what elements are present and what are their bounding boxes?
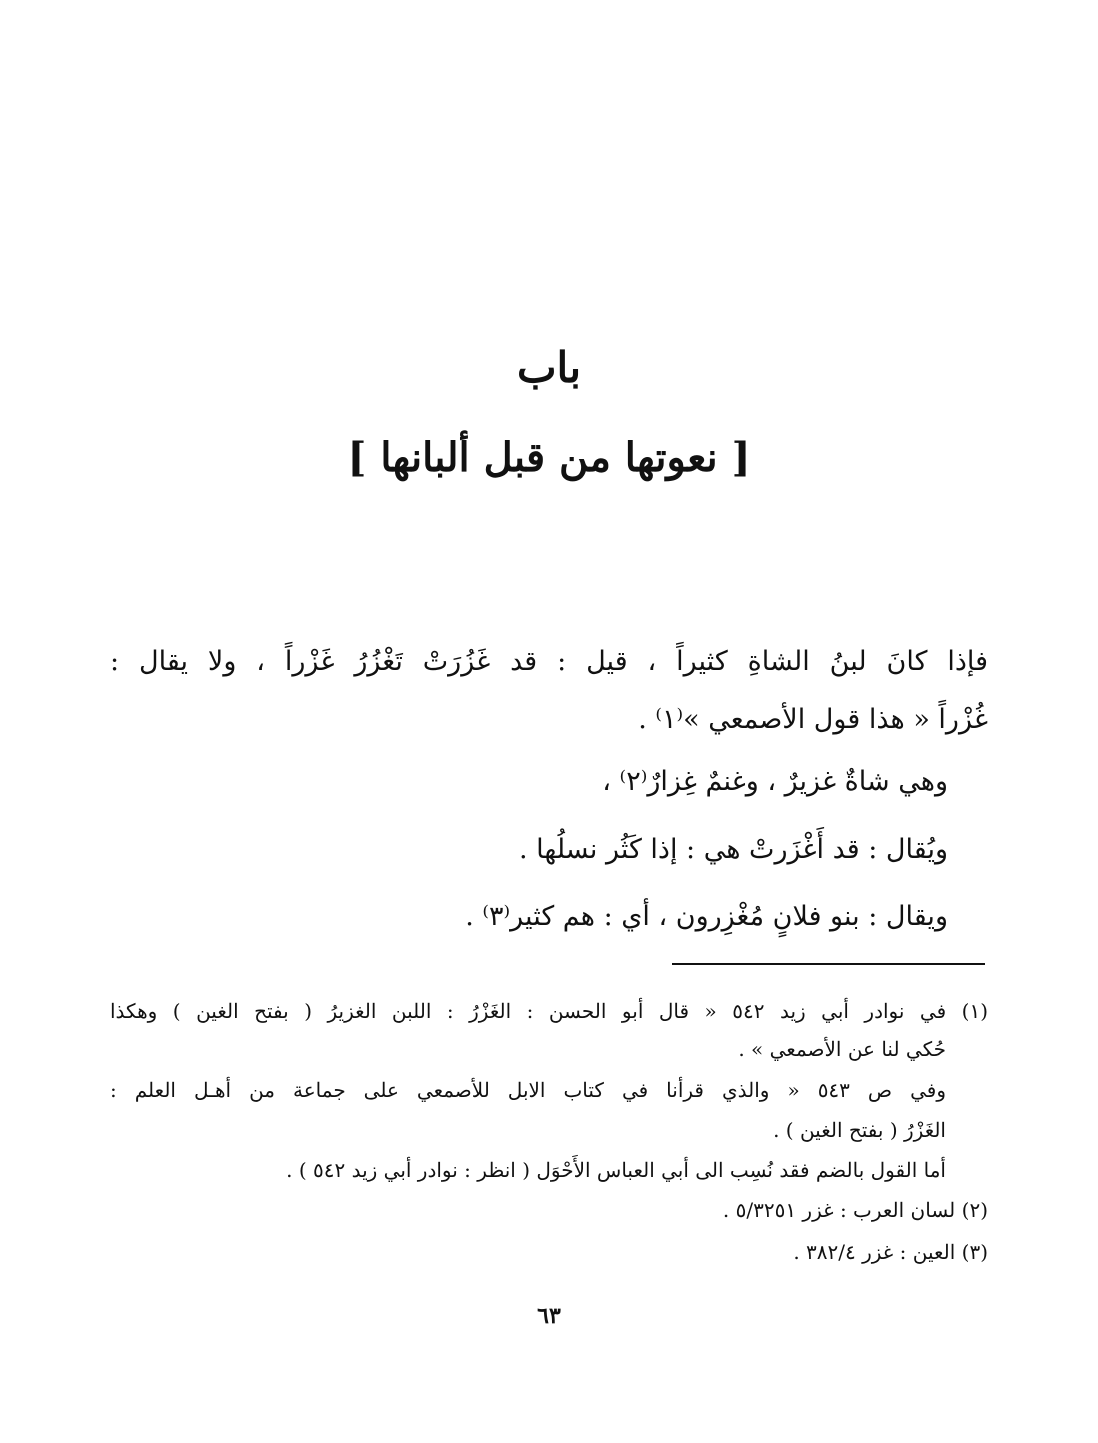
body-line-1: فإذا كانَ لبنُ الشاةِ كثيراً ، قيل : قد غَزُرَتْ تَغْزُرُ غَزْراً ، ولا يقال :: [110, 646, 988, 677]
chapter-heading: باب: [516, 343, 582, 392]
footnote-line-4: الغَزْرُ ( بفتح الغين ) .: [773, 1118, 946, 1142]
body-line-4: ويُقال : قد أَغْزَرتْ هي : إذا كَثُر نسلُها .: [518, 834, 948, 865]
footnote-line-1: (١) في نوادر أبي زيد ٥٤٢ « قال أبو الحسن : الغَزْرُ : اللبن الغزيرُ ( بفتح الغين ) وهكذا: [110, 999, 988, 1023]
footnote-line-7: (٣) العين : غزر ٣٨٢/٤ .: [793, 1240, 988, 1264]
body-line-3: وهي شاةٌ غزيرٌ ، وغنمٌ غِزارٌ⁽٢⁾ ،: [602, 766, 948, 797]
chapter-subtitle: [ نعوتها من قبل ألبانها ]: [347, 434, 751, 481]
footnote-line-2: حُكي لنا عن الأصمعي » .: [738, 1037, 946, 1061]
footnote-line-6: (٢) لسان العرب : غزر ٥/٣٢٥١ .: [722, 1198, 988, 1222]
footnote-divider: [672, 963, 985, 965]
body-line-5: ويقال : بنو فلانٍ مُغْزِرون ، أي : هم كثير⁽٣⁾ .: [465, 901, 948, 932]
body-line-2: غُزْراً « هذا قول الأصمعي »⁽١⁾ .: [638, 704, 988, 735]
page-number: ٦٣: [537, 1303, 561, 1329]
footnote-line-5: أما القول بالضم فقد نُسِب الى أبي العباس الأَحْوَل ( انظر : نوادر أبي زيد ٥٤٢ ) .: [286, 1158, 946, 1182]
footnote-line-3: وفي ص ٥٤٣ « والذي قرأنا في كتاب الابل للأصمعي على جماعة من أهـل العلم :: [110, 1078, 946, 1102]
